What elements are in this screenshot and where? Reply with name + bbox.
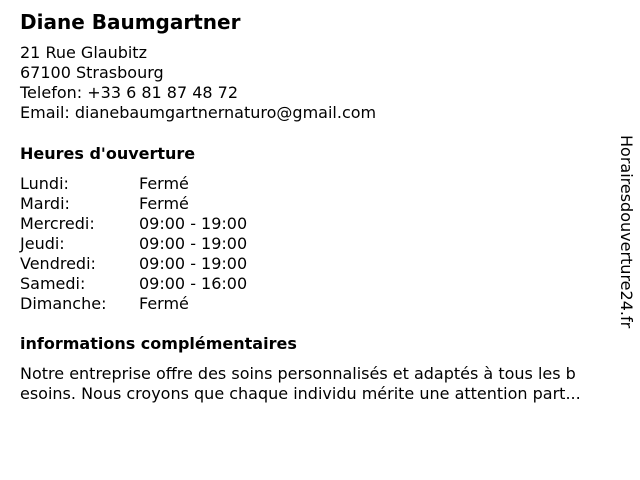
contact-block [20, 43, 376, 123]
watermark-text: Horairesdouverture24.fr [617, 135, 636, 329]
day-label: Dimanche: [20, 294, 107, 313]
time-value: 09:00 - 19:00 [139, 234, 248, 253]
description-line: Notre entreprise offre des soins personnalisés et adaptés à tous les b [20, 364, 576, 383]
address-city: 67100 Strasbourg [20, 63, 164, 82]
day-label: Vendredi: [20, 254, 96, 273]
hours-heading: Heures d'ouverture [20, 144, 196, 163]
day-label: Samedi: [20, 274, 86, 293]
time-value: Fermé [139, 294, 189, 313]
description-line: esoins. Nous croyons que chaque individu mérite une attention part... [20, 384, 581, 403]
phone-number: Telefon: +33 6 81 87 48 72 [20, 83, 239, 102]
time-value: Fermé [139, 174, 189, 193]
address-street: 21 Rue Glaubitz [20, 43, 147, 62]
day-label: Mercredi: [20, 214, 95, 233]
day-label: Lundi: [20, 174, 69, 193]
time-value: 09:00 - 19:00 [139, 254, 248, 273]
time-value: 09:00 - 19:00 [139, 214, 248, 233]
info-heading: informations complémentaires [20, 334, 297, 353]
time-value: Fermé [139, 194, 189, 213]
time-value: 09:00 - 16:00 [139, 274, 248, 293]
day-label: Jeudi: [20, 234, 65, 253]
email-address: Email: dianebaumgartnernaturo@gmail.com [20, 103, 377, 122]
site-watermark [612, 135, 636, 375]
business-name: Diane Baumgartner [20, 10, 241, 34]
info-description [20, 364, 630, 404]
day-label: Mardi: [20, 194, 70, 213]
